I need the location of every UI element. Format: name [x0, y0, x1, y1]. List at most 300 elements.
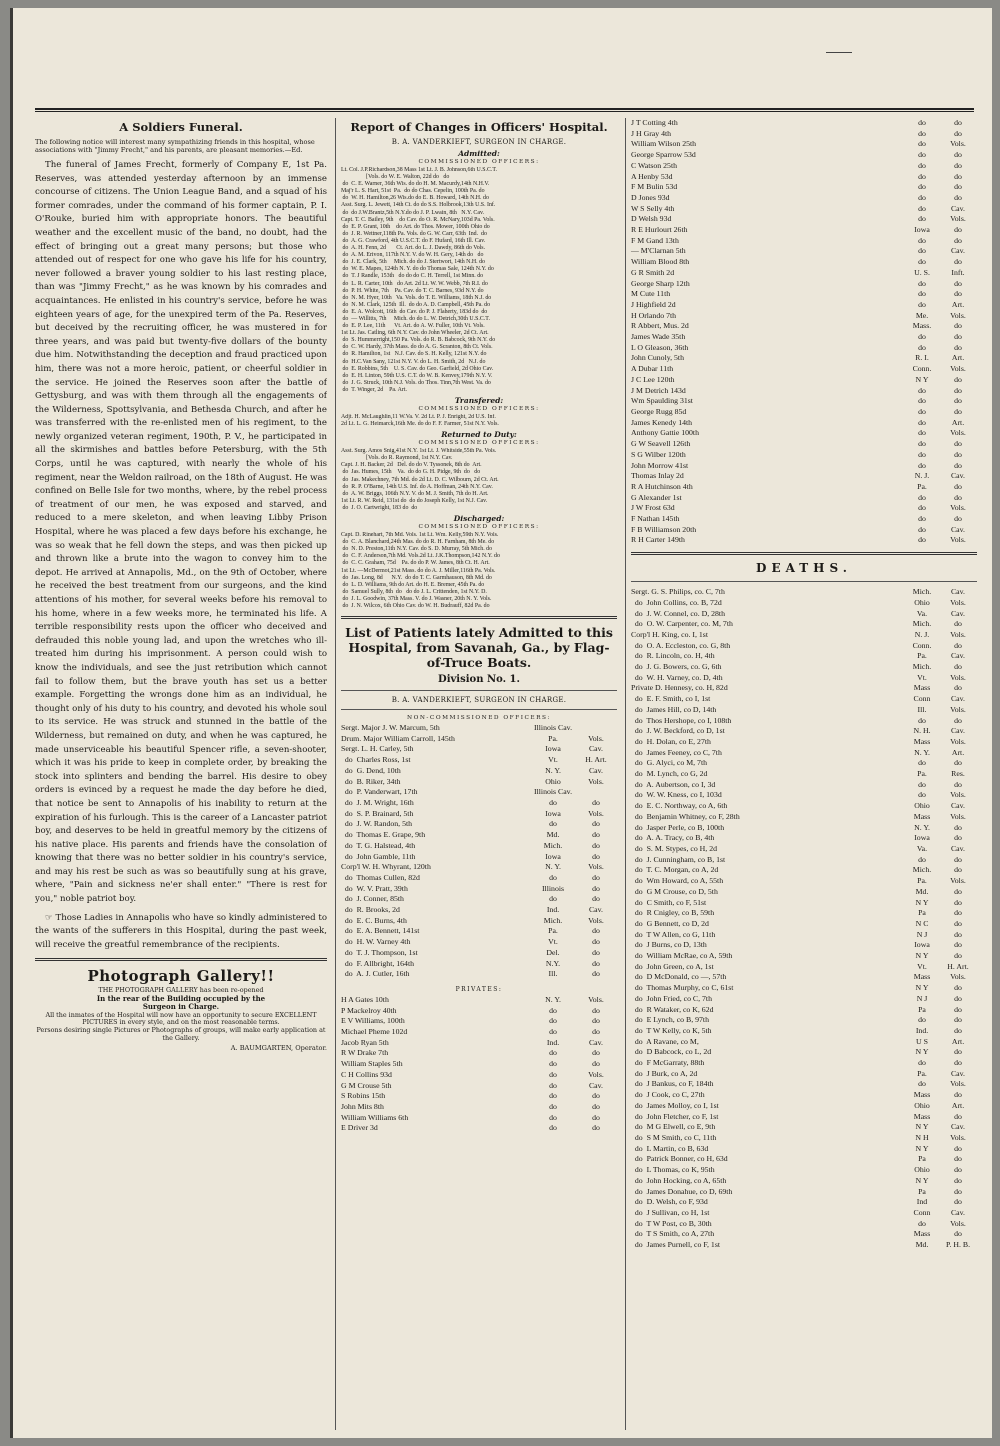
- entry-state: do: [918, 492, 926, 502]
- division-heading: Division No. 1.: [438, 674, 520, 686]
- private-row: [341, 1102, 617, 1113]
- patient-row: [631, 161, 977, 172]
- entry-name: James Wade 35th: [631, 332, 686, 342]
- entry-branch: do: [954, 1015, 962, 1025]
- entry-state: do: [918, 715, 926, 725]
- entry-state: Mass: [913, 811, 931, 821]
- entry-state: do: [918, 779, 926, 789]
- entry-name: G Alexander 1st: [631, 492, 682, 502]
- private-row: [341, 995, 617, 1006]
- entry-branch: Vols.: [950, 139, 966, 149]
- entry-state: Iowa: [545, 744, 561, 754]
- entry-name: S G Wilber 120th: [631, 449, 686, 459]
- entry-branch: do: [954, 1111, 962, 1121]
- death-row: [631, 705, 977, 716]
- entry-state: Illinois Cav.: [533, 787, 573, 797]
- entry-name: R H Carter 149th: [631, 535, 685, 545]
- death-row: [631, 758, 977, 769]
- list-byline: B. A. VANDERKIEFT, SURGEON IN CHARGE.: [391, 696, 567, 705]
- entry-branch: Vols.: [950, 672, 966, 682]
- entry-branch: do: [954, 715, 962, 725]
- death-row: [631, 1090, 977, 1101]
- entry-name: R A Hutchinson 4th: [631, 481, 693, 491]
- patient-row: [631, 428, 977, 439]
- entry-name: do T. J. Thompson, 1st: [341, 947, 418, 957]
- entry-branch: Art.: [951, 417, 965, 427]
- entry-state: do: [549, 1123, 557, 1133]
- entry-name: G R Smith 2d: [631, 267, 675, 277]
- entry-name: J Highfield 2d: [631, 299, 676, 309]
- entry-name: do A Ravane, co M,: [631, 1036, 699, 1046]
- entry-branch: do: [592, 872, 600, 882]
- returned-heading: Returned to Duty:: [441, 430, 517, 440]
- entry-name: do Thos Hershope, co I, 108th: [631, 715, 732, 725]
- entry-name: do J. Cunningham, co B, 1st: [631, 854, 726, 864]
- death-row: [631, 812, 977, 823]
- entry-branch: do: [954, 1058, 962, 1068]
- entry-state: Md.: [915, 886, 929, 896]
- death-row: [631, 865, 977, 876]
- entry-name: do Patrick Bonner, co H, 63d: [631, 1154, 728, 1164]
- entry-state: do: [918, 790, 926, 800]
- entry-name: do T. C. Morgan, co A, 2d: [631, 865, 719, 875]
- entry-state: do: [918, 214, 926, 224]
- death-row: [631, 994, 977, 1005]
- entry-state: Ohio: [545, 776, 561, 786]
- ink-mark: [826, 52, 852, 53]
- entry-state: do: [549, 1005, 557, 1015]
- entry-name: do John Gamble, 11th: [341, 851, 416, 861]
- entry-state: do: [918, 118, 926, 127]
- entry-branch: Cav.: [950, 524, 965, 534]
- entry-state: do: [549, 1048, 557, 1058]
- entry-name: do D. Welsh, co F, 93d: [631, 1197, 708, 1207]
- entry-state: Mich.: [543, 840, 563, 850]
- death-row: [631, 587, 977, 598]
- entry-branch: Vols.: [588, 994, 604, 1004]
- entry-branch: do: [592, 819, 600, 829]
- entry-branch: do: [954, 951, 962, 961]
- patient-row: [631, 343, 977, 354]
- death-row: [631, 1026, 977, 1037]
- entry-name: do E. C. Burns, 4th: [341, 915, 407, 925]
- entry-name: F M Bulin 53d: [631, 182, 678, 192]
- entry-state: do: [918, 1079, 926, 1089]
- entry-branch: do: [592, 840, 600, 850]
- entry-name: do J. G. Bowers, co. G, 6th: [631, 662, 722, 672]
- article-title-funeral: A Soldiers Funeral.: [119, 120, 243, 134]
- entry-name: do J Sullivan, co H, 1st: [631, 1207, 710, 1217]
- entry-name: R Abbert, Mus. 2d: [631, 321, 689, 331]
- entry-name: J M Detrich 143d: [631, 385, 686, 395]
- entry-branch: Vols.: [950, 364, 966, 374]
- patient-row: [631, 407, 977, 418]
- entry-branch: H. Art.: [585, 755, 607, 765]
- entry-branch: Vols.: [950, 704, 966, 714]
- entry-name: do F. Allbright, 164th: [341, 958, 415, 968]
- entry-name: do E. C. Northway, co A, 6th: [631, 801, 728, 811]
- entry-state: Vt.: [917, 672, 927, 682]
- entry-branch: Vols.: [950, 428, 966, 438]
- nco-row: [341, 734, 617, 745]
- entry-branch: do: [954, 514, 962, 524]
- entry-state: Pa: [918, 1186, 926, 1196]
- entry-name: D Jones 93d: [631, 192, 670, 202]
- death-row: [631, 737, 977, 748]
- entry-name: L O Gleason, 36th: [631, 342, 689, 352]
- privates-heading: PRIVATES:: [455, 985, 503, 993]
- entry-name: H Orlando 7th: [631, 310, 677, 320]
- entry-branch: do: [592, 1123, 600, 1133]
- entry-name: P Mackelroy 40th: [341, 1005, 397, 1015]
- death-row: [631, 1219, 977, 1230]
- nco-row: [341, 755, 617, 766]
- entry-state: N Y: [915, 374, 929, 384]
- death-row: [631, 1015, 977, 1026]
- entry-name: do J. Conner, 85th: [341, 894, 404, 904]
- entry-state: N.Y.: [545, 958, 561, 968]
- entry-name: George Rugg 85d: [631, 406, 687, 416]
- entry-state: Mass: [913, 683, 931, 693]
- entry-branch: Cav.: [950, 1122, 965, 1132]
- patient-row: [631, 396, 977, 407]
- entry-name: do J Burns, co D, 13th: [631, 940, 707, 950]
- entry-branch: do: [954, 321, 962, 331]
- entry-name: E V Williams, 100th: [341, 1016, 405, 1026]
- entry-branch: Vols.: [588, 776, 604, 786]
- entry-state: do: [918, 854, 926, 864]
- entry-branch: do: [954, 940, 962, 950]
- death-row: [631, 1176, 977, 1187]
- report-byline: B. A. VANDERKIEFT, SURGEON IN CHARGE.: [391, 138, 567, 146]
- entry-branch: Cav.: [950, 844, 965, 853]
- entry-name: do H. W. Varney 4th: [341, 937, 411, 947]
- entry-state: do: [918, 342, 926, 352]
- entry-name: R E Hurlourt 26th: [631, 225, 688, 235]
- entry-state: do: [918, 503, 926, 513]
- entry-branch: H. Art.: [947, 961, 969, 971]
- nco-row: [341, 830, 617, 841]
- entry-branch: do: [954, 225, 962, 235]
- entry-state: Mass.: [912, 321, 932, 331]
- entry-branch: Res.: [951, 769, 965, 779]
- entry-branch: Vols.: [588, 733, 604, 743]
- entry-name: do W. V. Pratt, 39th: [341, 883, 408, 893]
- entry-branch: do: [954, 160, 962, 170]
- entry-branch: Cav.: [950, 1068, 965, 1078]
- death-row: [631, 790, 977, 801]
- entry-branch: do: [954, 640, 962, 650]
- entry-state: N Y: [915, 1175, 929, 1185]
- photograph-gallery-title: Photograph Gallery!!: [87, 967, 275, 986]
- entry-state: Conn.: [912, 640, 932, 650]
- entry-state: Ind.: [546, 905, 560, 915]
- death-row: [631, 1047, 977, 1058]
- entry-state: Pa.: [917, 1068, 927, 1078]
- patient-row: [631, 321, 977, 332]
- patient-row: [631, 225, 977, 236]
- entry-name: D Welsh 93d: [631, 214, 672, 224]
- entry-state: N H: [915, 1132, 929, 1142]
- transfered-heading: Transfered:: [454, 396, 504, 405]
- private-row: [341, 1091, 617, 1102]
- entry-state: do: [918, 289, 926, 299]
- entry-state: do: [918, 160, 926, 170]
- entry-state: do: [549, 1091, 557, 1101]
- entry-name: do M. Lynch, co G, 2d: [631, 769, 708, 779]
- divider: [631, 581, 977, 582]
- entry-name: J H Gray 4th: [631, 128, 672, 138]
- entry-branch: [575, 723, 617, 734]
- entry-branch: do: [954, 439, 962, 449]
- patient-row: [631, 503, 977, 514]
- nco-row: [341, 819, 617, 830]
- report-title: Report of Changes in Officers' Hospital.: [350, 120, 608, 134]
- entry-branch: Vols.: [588, 1069, 604, 1079]
- entry-branch: Cav.: [950, 726, 965, 736]
- entry-state: Conn: [913, 1207, 931, 1217]
- patient-row: [631, 300, 977, 311]
- commissioned-heading: COMMISSIONED OFFICERS:: [418, 440, 540, 447]
- entry-name: Thomas Inlay 2d: [631, 471, 684, 481]
- entry-state: Conn.: [912, 364, 932, 374]
- column-soldiers-funeral: [35, 118, 327, 1430]
- entry-state: do: [918, 171, 926, 181]
- entry-branch: do: [954, 342, 962, 352]
- entry-name: do Wm Howard, co A, 55th: [631, 876, 724, 886]
- death-row: [631, 1005, 977, 1016]
- death-row: [631, 940, 977, 951]
- private-row: [341, 1059, 617, 1070]
- entry-branch: do: [592, 1112, 600, 1122]
- entry-name: do J Bankus, co F, 184th: [631, 1079, 714, 1089]
- entry-state: Md.: [546, 830, 560, 840]
- entry-branch: Cav.: [950, 694, 965, 704]
- entry-branch: do: [954, 929, 962, 939]
- entry-name: Sergt. L. H. Carley, 5th: [341, 744, 414, 754]
- entry-state: N Y: [915, 951, 929, 961]
- entry-state: do: [918, 758, 926, 768]
- entry-name: do R Wataker, co K, 62d: [631, 1004, 714, 1014]
- entry-name: C H Collins 93d: [341, 1069, 392, 1079]
- entry-name: R W Drake 7th: [341, 1048, 389, 1058]
- entry-state: do: [918, 150, 926, 160]
- entry-name: do A. J. Cutler, 16th: [341, 969, 410, 979]
- entry-branch: do: [592, 1048, 600, 1058]
- entry-name: G W Seavell 126th: [631, 439, 691, 449]
- entry-name: — M'Clarnan 5th: [631, 246, 686, 256]
- nco-row: [341, 884, 617, 895]
- entry-name: do W. W. Kness, co I, 103d: [631, 790, 722, 800]
- entry-state: Pa.: [917, 481, 927, 491]
- death-row: [631, 769, 977, 780]
- death-row: [631, 1229, 977, 1240]
- entry-state: Mich.: [912, 865, 932, 875]
- entry-branch: Cav.: [950, 651, 965, 661]
- entry-branch: Vols.: [950, 736, 966, 746]
- entry-state: Ohio: [914, 1165, 930, 1175]
- entry-name: do Charles Ross, 1st: [341, 755, 411, 765]
- patient-row: [631, 535, 977, 546]
- patient-row: [631, 375, 977, 386]
- death-row: [631, 919, 977, 930]
- entry-state: Conn: [913, 694, 931, 704]
- column-patients-deaths: [625, 118, 977, 1430]
- entry-branch: do: [954, 1004, 962, 1014]
- entry-state: do: [918, 406, 926, 416]
- entry-state: do: [918, 439, 926, 449]
- entry-name: George Sparrow 53d: [631, 150, 696, 160]
- entry-branch: do: [592, 894, 600, 904]
- entry-state: Ohio: [914, 597, 930, 607]
- entry-name: do G. Dend, 10th: [341, 765, 401, 775]
- entry-state: Iowa: [914, 940, 930, 950]
- nco-row: [341, 744, 617, 755]
- entry-name: G M Crouse 5th: [341, 1080, 392, 1090]
- death-row: [631, 983, 977, 994]
- entry-branch: Vols.: [950, 790, 966, 800]
- entry-name: Anthony Gattie 100th: [631, 428, 699, 438]
- entry-state: Pa: [918, 1004, 926, 1014]
- patient-row: [631, 172, 977, 183]
- entry-branch: Cav.: [950, 608, 965, 618]
- entry-state: Ind.: [915, 1025, 929, 1035]
- entry-name: M Cute 11th: [631, 289, 671, 299]
- entry-name: F M Gand 13th: [631, 235, 679, 245]
- private-row: [341, 1048, 617, 1059]
- entry-state: do: [549, 1069, 557, 1079]
- entry-branch: do: [954, 619, 962, 629]
- nco-row: [341, 969, 617, 980]
- entry-name: do D McDonald, co —, 57th: [631, 972, 727, 982]
- entry-state: Mass: [913, 972, 931, 982]
- entry-name: do J. W. Connel, co. D, 28th: [631, 608, 725, 618]
- entry-name: do T S Smith, co A, 27th: [631, 1229, 715, 1239]
- death-row: [631, 1079, 977, 1090]
- entry-branch: do: [954, 278, 962, 288]
- death-row: [631, 898, 977, 909]
- patients-list-title: List of Patients lately Admitted to this Hospital, from Savanah, Ga., by Flag-of-Truce Boats.: [345, 625, 613, 671]
- entry-branch: Cav.: [950, 246, 965, 256]
- entry-name: do F McGarraty, 88th: [631, 1058, 705, 1068]
- entry-state: N Y: [915, 1143, 929, 1153]
- death-row: [631, 1058, 977, 1069]
- entry-branch: do: [592, 1016, 600, 1026]
- entry-name: Sergt. Major J. W. Marcum, 5th: [341, 723, 440, 733]
- entry-state: do: [918, 1058, 926, 1068]
- entry-branch: Vols.: [588, 915, 604, 925]
- entry-branch: do: [592, 830, 600, 840]
- entry-branch: do: [954, 192, 962, 202]
- entry-name: J T Cotting 4th: [631, 118, 678, 127]
- entry-state: do: [918, 1218, 926, 1228]
- entry-branch: Vols.: [588, 862, 604, 872]
- entry-state: N Y: [915, 1122, 929, 1132]
- death-row: [631, 630, 977, 641]
- entry-state: do: [918, 182, 926, 192]
- patient-row: [631, 482, 977, 493]
- entry-name: do S M Smith, co C, 11th: [631, 1132, 717, 1142]
- entry-branch: do: [954, 1165, 962, 1175]
- entry-branch: do: [954, 683, 962, 693]
- patient-row: [631, 150, 977, 161]
- death-row: [631, 876, 977, 887]
- entry-name: John Morrow 41st: [631, 460, 689, 470]
- death-row: [631, 1144, 977, 1155]
- patient-row: [631, 279, 977, 290]
- entry-name: William Blood 8th: [631, 257, 690, 267]
- private-row: [341, 1081, 617, 1092]
- entry-state: do: [549, 872, 557, 882]
- entry-state: do: [918, 192, 926, 202]
- entry-branch: Vols.: [950, 1218, 966, 1228]
- death-row: [631, 673, 977, 684]
- entry-state: do: [918, 1015, 926, 1025]
- entry-name: do John Fried, co C, 7th: [631, 993, 712, 1003]
- entry-state: N. Y.: [914, 822, 930, 832]
- death-row: [631, 844, 977, 855]
- entry-branch: do: [954, 289, 962, 299]
- entry-name: Corp'l H. King, co. I, 1st: [631, 629, 708, 639]
- patient-row: [631, 514, 977, 525]
- entry-branch: do: [592, 958, 600, 968]
- entry-name: do T. G. Halstead, 4th: [341, 840, 416, 850]
- entry-state: Mich.: [912, 619, 932, 629]
- entry-branch: [575, 787, 617, 798]
- entry-name: do P. Vanderwart, 17th: [341, 787, 418, 797]
- entry-name: do J Cook, co C, 27th: [631, 1090, 705, 1100]
- death-row: [631, 930, 977, 941]
- death-row: [631, 823, 977, 834]
- entry-branch: do: [954, 128, 962, 138]
- entry-state: Iowa: [914, 833, 930, 843]
- entry-state: Iowa: [914, 225, 930, 235]
- death-row: [631, 1208, 977, 1219]
- patient-row: [631, 332, 977, 343]
- entry-state: Va.: [916, 844, 928, 853]
- entry-state: Vt.: [917, 961, 927, 971]
- entry-branch: do: [954, 118, 962, 127]
- entry-branch: Cav.: [588, 1037, 603, 1047]
- death-row: [631, 780, 977, 791]
- entry-state: Me.: [915, 310, 929, 320]
- entry-branch: do: [954, 257, 962, 267]
- divider: [341, 616, 617, 619]
- entry-name: John Cunoly, 5th: [631, 353, 684, 363]
- nco-row: [341, 916, 617, 927]
- death-row: [631, 726, 977, 737]
- patient-row: [631, 257, 977, 268]
- entry-state: Pa.: [548, 926, 558, 936]
- entry-state: N Y: [915, 983, 929, 993]
- entry-name: do James Donahue, co D, 69th: [631, 1186, 733, 1196]
- transfered-list: Adjt. H. McLaughlin,11 W.Va. V. 2d Lt. P. J. Enright, 2d U.S. Inf. 2d Lt. L. G. Heimarck,16th Me. do do F. F. Farmer, 51st N.Y. Vols.: [341, 414, 499, 428]
- death-row: [631, 641, 977, 652]
- entry-branch: do: [592, 937, 600, 947]
- entry-state: do: [918, 278, 926, 288]
- entry-branch: Vols.: [588, 808, 604, 818]
- entry-state: N. J.: [914, 629, 930, 639]
- entry-state: Pa.: [917, 769, 927, 779]
- entry-state: do: [918, 524, 926, 534]
- entry-state: N Y: [915, 897, 929, 907]
- entry-branch: Cav.: [588, 744, 603, 754]
- entry-state: R. I.: [915, 353, 929, 363]
- private-row: [341, 1113, 617, 1124]
- entry-state: Illinois Cav.: [533, 723, 573, 733]
- death-row: [631, 716, 977, 727]
- entry-state: Va.: [916, 608, 928, 618]
